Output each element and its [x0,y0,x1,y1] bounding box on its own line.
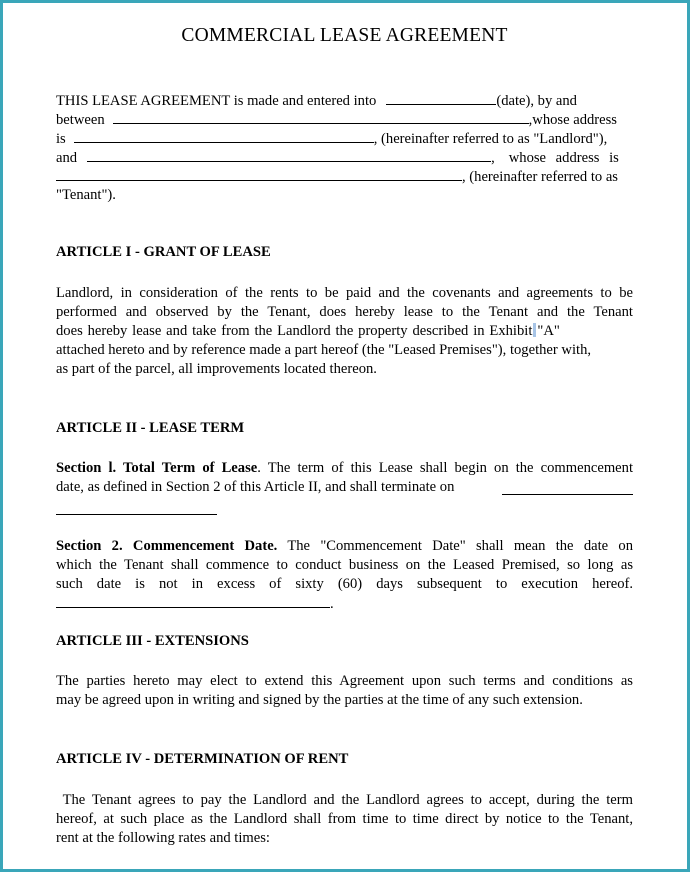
article-4-heading: ARTICLE IV - DETERMINATION OF RENT [56,751,349,767]
article-1-text: does hereby lease and take from the Landlord the property described in Exhibit [56,323,533,339]
article-3-line: The parties hereto may elect to extend this Agreement upon such terms and conditions as [56,673,633,689]
article-2-heading: ARTICLE II - LEASE TERM [56,420,245,436]
section-2-line [56,594,633,614]
commencement-blank[interactable] [56,594,330,608]
article-3-line: may be agreed upon in writing and signed by the parties at the time of any such extension. [56,692,583,708]
section-2-line [56,537,633,556]
section-1-line [56,459,633,478]
landlord-address-blank[interactable] [74,129,374,143]
article-4-line: The Tenant agrees to pay the Landlord and the Landlord agrees to accept, during the term [56,792,633,808]
tenant-name-blank[interactable] [87,148,491,162]
tenant-whose-address-label: whose address is [508,150,619,166]
section-2-label: Section 2. Commencement Date. [56,538,278,554]
intro-text: THIS LEASE AGREEMENT is made and entered into [56,93,377,109]
article-1-line: performed and observed by the Tenant, does hereby lease to the Tenant and the Tenant [56,304,633,320]
and-label: and [56,150,78,166]
termination-date-blank[interactable] [502,493,633,495]
landlord-ref-label: , (hereinafter referred to as "Landlord"), [373,131,608,147]
article-1-line: Landlord, in consideration of the rents to be paid and the covenants and agreements to be [56,285,633,301]
whose-address-label: ,whose address [528,112,617,128]
intro-line-2 [56,110,633,130]
section-2-line: which the Tenant shall commence to conduct business on the Leased Premised, so long as [56,557,633,573]
article-1-heading: ARTICLE I - GRANT OF LEASE [56,244,271,260]
article-4-line: rent at the following rates and times: [56,830,270,846]
landlord-name-blank[interactable] [113,110,529,124]
exhibit-label: "A" [537,323,560,339]
section-2-text: The "Commencement Date" shall mean the date on [277,538,633,554]
article-1-line [56,322,633,341]
section-1-text: date, as defined in Section 2 of this Article II, and shall terminate on [56,479,455,495]
section-1-text: . The term of this Lease shall begin on the commencement [257,460,633,476]
intro-line-4 [56,148,633,168]
section-1-label: Section l. Total Term of Lease [56,460,258,476]
intro-line-1 [56,91,633,111]
tenant-address-blank[interactable] [56,167,462,181]
article-3-heading: ARTICLE III - EXTENSIONS [56,633,249,649]
is-label: is [56,131,66,147]
text-cursor [533,323,536,337]
section-2-line: such date is not in excess of sixty (60) days subsequent to execution hereof. [56,576,633,592]
article-1-line: as part of the parcel, all improvements located thereon. [56,361,377,377]
tenant-closing: "Tenant"). [56,187,116,203]
intro-line-5 [56,167,633,187]
intro-line-3 [56,129,633,149]
intro-line-6 [56,186,633,205]
tenant-ref-label: , (hereinafter referred to as [462,169,618,185]
document-title: COMMERCIAL LEASE AGREEMENT [181,25,508,46]
termination-date-blank-2[interactable] [56,513,217,515]
intro-date-label: (date), by and [496,93,577,109]
comma: , [491,150,495,166]
between-label: between [56,112,105,128]
period: . [330,596,334,612]
date-blank[interactable] [386,91,496,105]
article-4-line: hereof, at such place as the Landlord shall from time to time direct by notice to the Tenant, [56,811,633,827]
article-1-line: attached hereto and by reference made a part hereof (the "Leased Premises"), together with, [56,342,592,358]
